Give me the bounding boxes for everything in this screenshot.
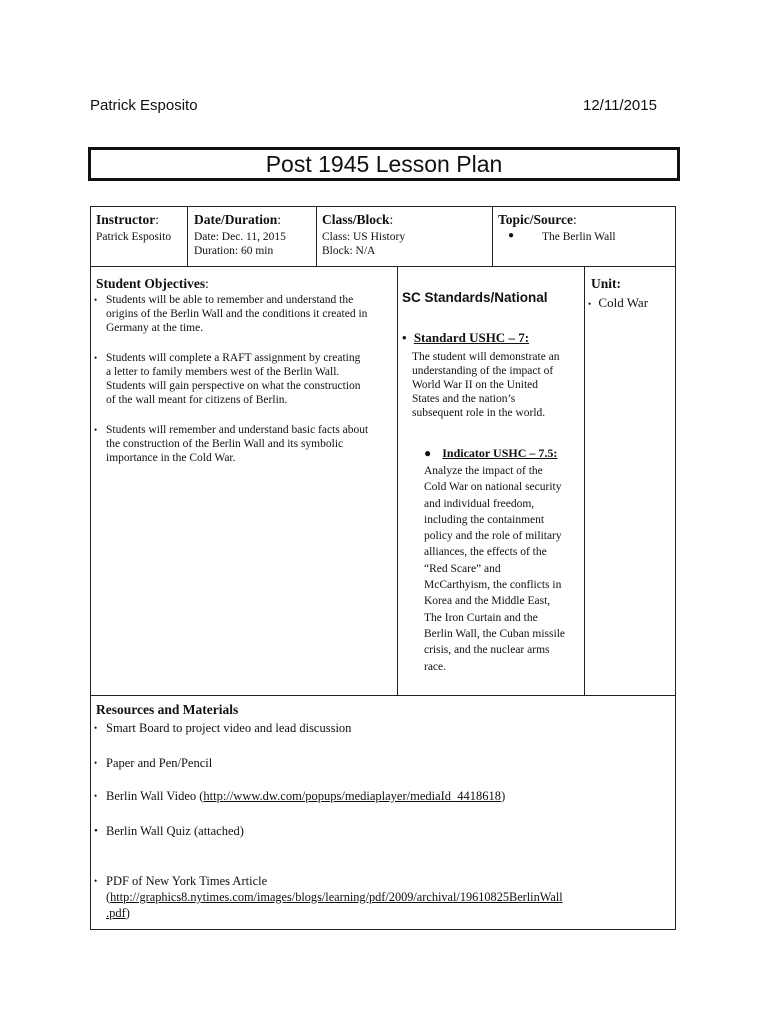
bullet-icon: • <box>94 876 98 886</box>
unit-label: Unit: <box>591 276 621 291</box>
class-block-cell <box>322 212 405 258</box>
list-item: • Berlin Wall Quiz (attached) <box>94 824 244 838</box>
list-item: • Students will complete a RAFT assignment by creating a letter to family members west of the Berlin Wall. Students will gain perspective on what the construction of the wall meant for citizens of Berlin. <box>94 352 361 406</box>
lesson-date: Date: Dec. 11, 2015 <box>194 231 286 243</box>
unit-item: • Cold War <box>588 295 649 310</box>
class-value: Class: US History <box>322 231 406 243</box>
topic-source-cell <box>498 212 616 244</box>
topic-source-label: Topic/Source: <box>498 212 577 227</box>
nyt-article-link-end[interactable]: .pdf <box>106 906 126 920</box>
list-item: • PDF of New York Times Article (http://graphics8.nytimes.com/images/blogs/learning/pdf/2009/archival/19610825BerlinWall .pdf) <box>94 874 563 920</box>
instructor-value: Patrick Esposito <box>96 231 172 243</box>
resources-label: Resources and Materials <box>96 702 239 717</box>
bullet-icon: ● <box>508 230 515 241</box>
page-title: Post 1945 Lesson Plan <box>88 147 680 181</box>
list-item: • Students will remember and understand basic facts about the construction of the Berlin Wall and its symbolic importance in the Cold War. <box>94 424 369 464</box>
standards-label: SC Standards/National <box>402 290 548 305</box>
list-item: • Berlin Wall Video (http://www.dw.com/popups/mediaplayer/mediaId_4418618) <box>94 789 506 803</box>
indicator-text: Analyze the impact of the Cold War on national security and individual freedom, including the containment policy and the role of military alliances, the effects of the “Red Scare” and McCarthyism, the conflicts in Korea and the Middle East, The Iron Curtain and the Berlin Wall, the Cuban missile crisis, and the nuclear arms race. <box>424 465 565 673</box>
author-name: Patrick Esposito <box>90 97 198 114</box>
bullet-icon: • <box>94 825 98 837</box>
bullet-icon: • <box>94 295 98 305</box>
document-date: 12/11/2015 <box>583 97 657 114</box>
list-item: • Students will be able to remember and understand the origins of the Berlin Wall and the conditions it created in Germany at the time. <box>94 294 368 334</box>
bullet-icon: • <box>402 330 407 345</box>
bullet-icon: • <box>94 723 98 733</box>
standard-text: The student will demonstrate an understanding of the impact of World War II on the United States and the nation’s subsequent role in the world. <box>412 351 560 419</box>
objectives-label: Student Objectives: <box>96 276 209 291</box>
instructor-cell <box>96 212 171 244</box>
bullet-icon: • <box>94 791 98 801</box>
date-duration-cell <box>194 212 286 258</box>
instructor-label: Instructor: <box>96 212 160 227</box>
topic-item: ● The Berlin Wall <box>508 230 616 243</box>
list-item: • Smart Board to project video and lead discussion <box>94 721 352 735</box>
bullet-icon: • <box>588 299 592 309</box>
block-value: Block: N/A <box>322 245 376 257</box>
bullet-icon: • <box>94 425 98 435</box>
nyt-article-link[interactable]: http://graphics8.nytimes.com/images/blogs/learning/pdf/2009/archival/19610825BerlinWall <box>110 890 563 904</box>
lesson-duration: Duration: 60 min <box>194 245 274 257</box>
list-item: • Paper and Pen/Pencil <box>94 756 213 770</box>
bullet-icon: ● <box>424 446 432 460</box>
date-duration-label: Date/Duration: <box>194 212 282 227</box>
berlin-wall-video-link[interactable]: http://www.dw.com/popups/mediaplayer/mediaId_4418618 <box>203 789 502 803</box>
indicator-heading: ● Indicator USHC – 7.5: <box>424 446 558 460</box>
class-block-label: Class/Block: <box>322 212 394 227</box>
standard-heading: • Standard USHC – 7: <box>402 330 530 345</box>
bullet-icon: • <box>94 758 98 768</box>
objectives-list <box>94 293 394 465</box>
bullet-icon: • <box>94 353 98 363</box>
